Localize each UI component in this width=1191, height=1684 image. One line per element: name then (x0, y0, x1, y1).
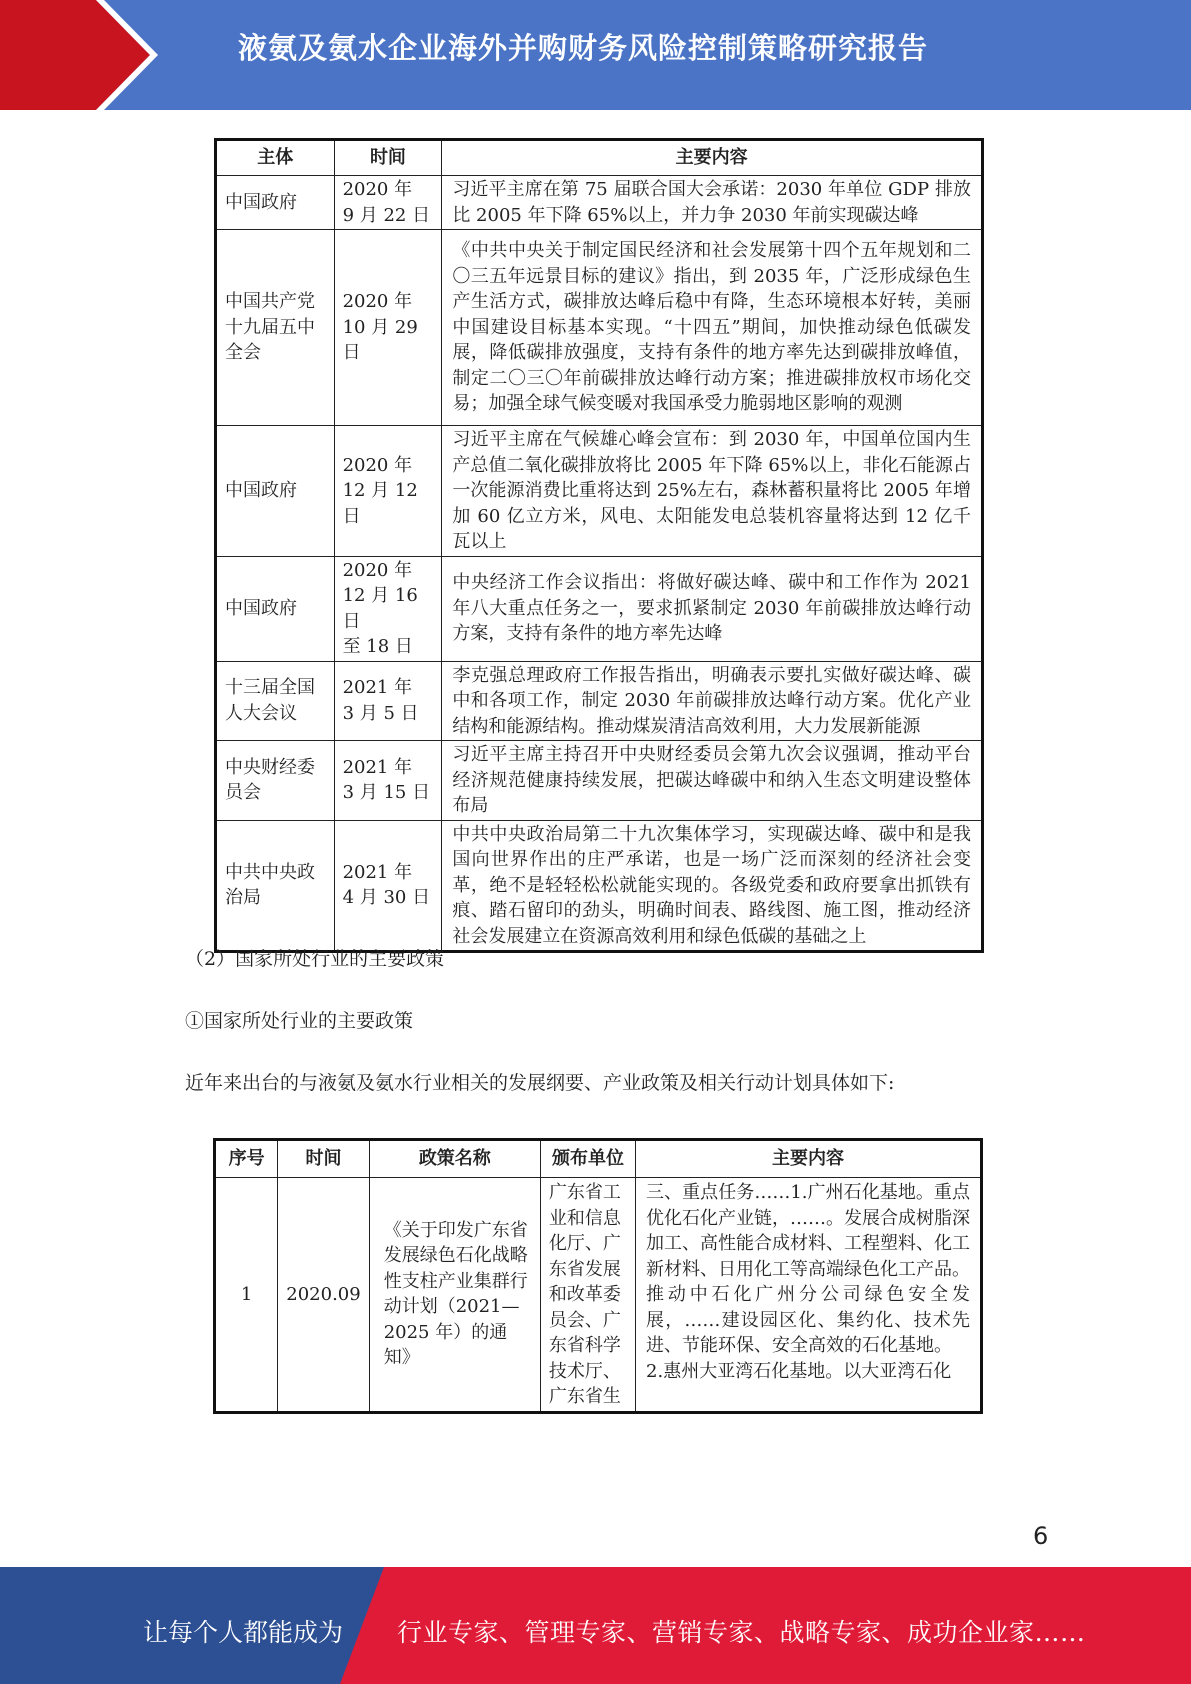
time-cell: 2021 年 3 月 15 日 (334, 741, 442, 821)
time-cell: 2021 年 3 月 5 日 (334, 661, 442, 741)
policy-name-cell: 《关于印发广东省发展绿色石化战略性支柱产业集群行动计划（2021—2025 年）的通知》 (369, 1178, 540, 1413)
entity-cell: 中国政府 (216, 556, 335, 661)
time-cell: 2020 年 10 月 29 日 (334, 230, 442, 426)
content-cell: 习近平主席在第 75 届联合国大会承诺：2030 年单位 GDP 排放比 2005 年下降 65%以上，并力争 2030 年前实现碳达峰 (442, 176, 983, 230)
footer-slogan-left: 让每个人都能成为 (143, 1618, 344, 1647)
content-cell: 中央经济工作会议指出：将做好碳达峰、碳中和工作作为 2021 年八大重点任务之一，要求抓紧制定 2030 年前碳排放达峰行动方案，支持有条件的地方率先达峰 (442, 556, 983, 661)
entity-cell: 中国共产党十九届五中全会 (216, 230, 335, 426)
time-cell: 2020 年 9 月 22 日 (334, 176, 442, 230)
time-cell: 2020 年 12 月 12 日 (334, 426, 442, 557)
section-heading: （2）国家所处行业的主要政策 (185, 948, 445, 970)
column-header: 序号 (215, 1140, 278, 1178)
content-cell: 习近平主席在气候雄心峰会宣布：到 2030 年，中国单位国内生产总值二氧化碳排放将比 2005 年下降 65%以上，非化石能源占一次能源消费比重将达到 25%左右，森林蓄积量将比 2005 年增加 60 亿立方米，风电、太阳能发电总装机容量将达到 12 亿千瓦以上 (442, 426, 983, 557)
document-title: 液氨及氨水企业海外并购财务风险控制策略研究报告 (238, 31, 929, 65)
table-header-row (215, 1140, 982, 1178)
content-cell: 中共中央政治局第二十九次集体学习，实现碳达峰、碳中和是我国向世界作出的庄严承诺，也是一场广泛而深刻的经济社会变革，绝不是轻轻松松就能实现的。各级党委和政府要拿出抓铁有痕、踏石留印的劲头，明确时间表、路线图、施工图，推动经济社会发展建立在资源高效利用和绿色低碳的基础之上 (442, 820, 983, 952)
intro-paragraph: 近年来出台的与液氨及氨水行业相关的发展纲要、产业政策及相关行动计划具体如下: (185, 1072, 895, 1094)
column-header: 主要内容 (442, 140, 983, 176)
entity-cell: 中国政府 (216, 426, 335, 557)
column-header: 主要内容 (636, 1140, 982, 1178)
content-cell: 《中共中央关于制定国民经济和社会发展第十四个五年规划和二〇三五年远景目标的建议》指出，到 2035 年，广泛形成绿色生产生活方式，碳排放达峰后稳中有降，生态环境根本好转，美丽中国建设目标基本实现。“十四五”期间，加快推动绿色低碳发展，降低碳排放强度，支持有条件的地方率先达到碳排放峰值，制定二〇三〇年前碳排放达峰行动方案；推进碳排放权市场化交易；加强全球气候变暖对我国承受力脆弱地区影响的观测 (442, 230, 983, 426)
content-cell: 三、重点任务……1.广州石化基地。重点优化石化产业链，……。发展合成树脂深加工、高性能合成材料、工程塑料、化工新材料、日用化工等高端绿色化工产品。推动中石化广州分公司绿色安全发展，……建设园区化、集约化、技术先进、节能环保、安全高效的石化基地。 2.惠州大亚湾石化基地。以大亚湾石化 (636, 1178, 982, 1413)
time-cell: 2020 年 12 月 16 日 至 18 日 (334, 556, 442, 661)
content-cell: 习近平主席主持召开中央财经委员会第九次会议强调，推动平台经济规范健康持续发展，把碳达峰碳中和纳入生态文明建设整体布局 (442, 741, 983, 821)
table-row (215, 1178, 982, 1413)
entity-cell: 中共中央政治局 (216, 820, 335, 952)
column-header: 时间 (278, 1140, 369, 1178)
entity-cell: 中国政府 (216, 176, 335, 230)
page-header (0, 0, 1191, 110)
industry-policy-table (213, 1138, 983, 1414)
issuer-cell: 广东省工业和信息化厅、广东省发展和改革委员会、广东省科学技术厅、广东省生 (540, 1178, 635, 1413)
entity-cell: 中央财经委员会 (216, 741, 335, 821)
footer-slogan-right: 行业专家、管理专家、营销专家、战略专家、成功企业家…… (397, 1618, 1086, 1647)
column-header: 时间 (334, 140, 442, 176)
table-row (216, 820, 983, 952)
table-row (216, 426, 983, 557)
time-cell: 2021 年 4 月 30 日 (334, 820, 442, 952)
table-header-row (216, 140, 983, 176)
time-cell: 2020.09 (278, 1178, 369, 1413)
table-row (216, 230, 983, 426)
column-header: 颁布单位 (540, 1140, 635, 1178)
page-number: 6 (1033, 1522, 1049, 1550)
column-header: 主体 (216, 140, 335, 176)
number-cell: 1 (215, 1178, 278, 1413)
header-red-arrow-decoration (0, 0, 160, 110)
table-row (216, 741, 983, 821)
subsection-heading: ①国家所处行业的主要政策 (185, 1010, 414, 1032)
table-row (216, 661, 983, 741)
entity-cell: 十三届全国人大会议 (216, 661, 335, 741)
content-cell: 李克强总理政府工作报告指出，明确表示要扎实做好碳达峰、碳中和各项工作，制定 2030 年前碳排放达峰行动方案。优化产业结构和能源结构。推动煤炭清洁高效利用，大力发展新能源 (442, 661, 983, 741)
table-row (216, 556, 983, 661)
table-row (216, 176, 983, 230)
carbon-policy-table (214, 138, 984, 953)
column-header: 政策名称 (369, 1140, 540, 1178)
